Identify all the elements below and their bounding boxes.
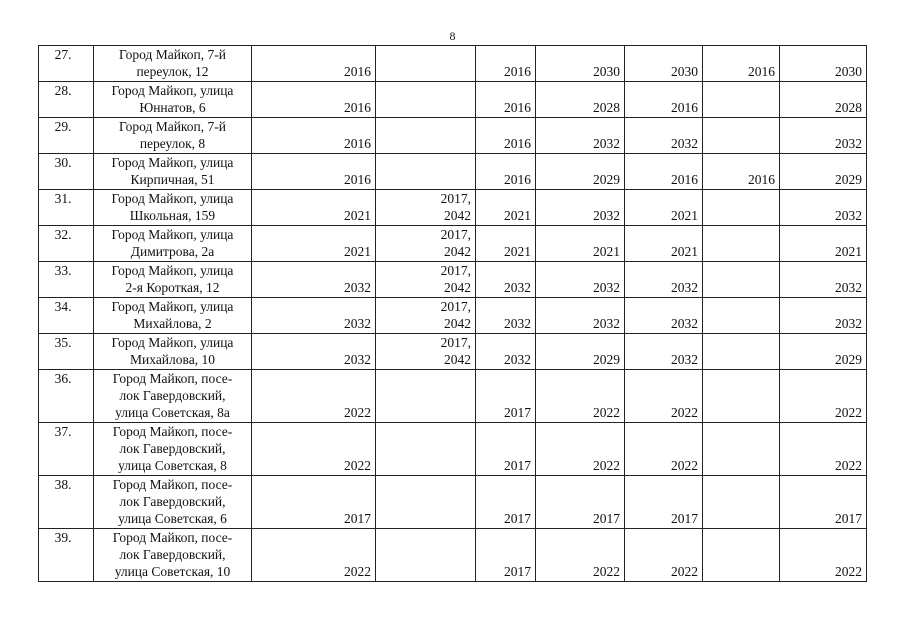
table-row bbox=[39, 298, 867, 334]
row-number: 33. bbox=[39, 262, 94, 298]
year-cell-col7: 2028 bbox=[780, 82, 867, 118]
year-cell-col7: 2022 bbox=[780, 529, 867, 582]
table-row bbox=[39, 334, 867, 370]
table-row bbox=[39, 370, 867, 423]
address-cell bbox=[94, 262, 252, 298]
address-cell bbox=[94, 154, 252, 190]
year-cell-col4: 2032 bbox=[536, 298, 625, 334]
year-cell-col1: 2016 bbox=[252, 46, 376, 82]
address-line: Город Майкоп, улица bbox=[111, 191, 234, 206]
table-row bbox=[39, 476, 867, 529]
address-line: переулок, 8 bbox=[139, 136, 206, 151]
year-cell-col7: 2029 bbox=[780, 154, 867, 190]
year-cell-col7: 2022 bbox=[780, 370, 867, 423]
year-cell-col7: 2021 bbox=[780, 226, 867, 262]
address-cell bbox=[94, 370, 252, 423]
address-line: улица Советская, 8 bbox=[118, 458, 227, 473]
address-line: Город Майкоп, посе- bbox=[112, 424, 233, 439]
housing-schedule-table bbox=[38, 45, 867, 582]
address-line: Город Майкоп, улица bbox=[111, 227, 234, 242]
year-cell-col6 bbox=[703, 118, 780, 154]
row-number: 34. bbox=[39, 298, 94, 334]
year-cell-col5: 2030 bbox=[625, 46, 703, 82]
year-cell-col6 bbox=[703, 529, 780, 582]
year-cell-col1: 2032 bbox=[252, 262, 376, 298]
year-cell-col1: 2016 bbox=[252, 154, 376, 190]
row-number: 31. bbox=[39, 190, 94, 226]
address-line: Школьная, 159 bbox=[129, 208, 216, 223]
year-cell-col6 bbox=[703, 226, 780, 262]
year-cell-col4: 2030 bbox=[536, 46, 625, 82]
address-line: Город Майкоп, улица bbox=[111, 155, 234, 170]
year-cell-col4: 2032 bbox=[536, 262, 625, 298]
address-line: Город Майкоп, улица bbox=[111, 263, 234, 278]
year-cell-col2: 2017, 2042 bbox=[376, 298, 476, 334]
address-line: Город Майкоп, улица bbox=[111, 335, 234, 350]
address-line: Город Майкоп, посе- bbox=[112, 530, 233, 545]
address-line: Город Майкоп, 7-й bbox=[118, 47, 226, 62]
row-number: 29. bbox=[39, 118, 94, 154]
year-cell-col3: 2016 bbox=[476, 118, 536, 154]
year-cell-col7: 2029 bbox=[780, 334, 867, 370]
year-cell-col4: 2032 bbox=[536, 190, 625, 226]
year-cell-col5: 2032 bbox=[625, 262, 703, 298]
address-line: лок Гавердовский, bbox=[119, 494, 226, 509]
table-row bbox=[39, 190, 867, 226]
year-cell-col1: 2016 bbox=[252, 82, 376, 118]
address-line: Город Майкоп, улица bbox=[111, 299, 234, 314]
year-cell-col5: 2021 bbox=[625, 190, 703, 226]
row-number: 35. bbox=[39, 334, 94, 370]
address-line: Михайлова, 10 bbox=[130, 352, 215, 367]
table-row bbox=[39, 82, 867, 118]
year-cell-col3: 2017 bbox=[476, 529, 536, 582]
year-cell-col7: 2032 bbox=[780, 118, 867, 154]
year-cell-col1: 2017 bbox=[252, 476, 376, 529]
year-cell-col3: 2032 bbox=[476, 262, 536, 298]
address-line: лок Гавердовский, bbox=[119, 441, 226, 456]
year-cell-col6 bbox=[703, 298, 780, 334]
year-cell-col6 bbox=[703, 334, 780, 370]
year-cell-col7: 2032 bbox=[780, 298, 867, 334]
year-cell-col1: 2022 bbox=[252, 423, 376, 476]
address-line: лок Гавердовский, bbox=[119, 388, 226, 403]
year-cell-col1: 2021 bbox=[252, 190, 376, 226]
address-cell bbox=[94, 82, 252, 118]
address-line: Михайлова, 2 bbox=[133, 316, 212, 331]
address-cell bbox=[94, 190, 252, 226]
year-cell-col7: 2032 bbox=[780, 262, 867, 298]
year-cell-col2: 2017, 2042 bbox=[376, 262, 476, 298]
address-line: улица Советская, 10 bbox=[114, 564, 231, 579]
row-number: 30. bbox=[39, 154, 94, 190]
year-cell-col2 bbox=[376, 82, 476, 118]
row-number: 39. bbox=[39, 529, 94, 582]
year-cell-col5: 2022 bbox=[625, 529, 703, 582]
year-cell-col5: 2017 bbox=[625, 476, 703, 529]
year-cell-col3: 2016 bbox=[476, 46, 536, 82]
year-cell-col2: 2017, 2042 bbox=[376, 226, 476, 262]
row-number: 27. bbox=[39, 46, 94, 82]
year-cell-col4: 2032 bbox=[536, 118, 625, 154]
address-cell bbox=[94, 298, 252, 334]
row-number: 36. bbox=[39, 370, 94, 423]
year-cell-col4: 2022 bbox=[536, 423, 625, 476]
row-number: 32. bbox=[39, 226, 94, 262]
year-cell-col3: 2021 bbox=[476, 226, 536, 262]
table-row bbox=[39, 262, 867, 298]
year-cell-col4: 2022 bbox=[536, 370, 625, 423]
year-cell-col2 bbox=[376, 370, 476, 423]
year-cell-col6 bbox=[703, 262, 780, 298]
address-line: Димитрова, 2а bbox=[130, 244, 215, 259]
year-cell-col5: 2032 bbox=[625, 298, 703, 334]
year-cell-col5: 2021 bbox=[625, 226, 703, 262]
address-line: переулок, 12 bbox=[136, 64, 209, 79]
year-cell-col1: 2016 bbox=[252, 118, 376, 154]
year-cell-col2 bbox=[376, 46, 476, 82]
table-row bbox=[39, 423, 867, 476]
year-cell-col5: 2022 bbox=[625, 423, 703, 476]
address-line: лок Гавердовский, bbox=[119, 547, 226, 562]
year-cell-col2: 2017, 2042 bbox=[376, 190, 476, 226]
table-row bbox=[39, 154, 867, 190]
year-cell-col2 bbox=[376, 118, 476, 154]
address-cell bbox=[94, 476, 252, 529]
year-cell-col3: 2021 bbox=[476, 190, 536, 226]
address-line: улица Советская, 8а bbox=[115, 405, 230, 420]
year-cell-col3: 2016 bbox=[476, 82, 536, 118]
year-cell-col2 bbox=[376, 154, 476, 190]
year-cell-col3: 2017 bbox=[476, 476, 536, 529]
row-number: 37. bbox=[39, 423, 94, 476]
year-cell-col3: 2032 bbox=[476, 298, 536, 334]
year-cell-col4: 2028 bbox=[536, 82, 625, 118]
year-cell-col7: 2030 bbox=[780, 46, 867, 82]
address-line: Юннатов, 6 bbox=[139, 100, 206, 115]
year-cell-col3: 2017 bbox=[476, 370, 536, 423]
address-line: Кирпичная, 51 bbox=[130, 172, 215, 187]
table-row bbox=[39, 529, 867, 582]
year-cell-col7: 2022 bbox=[780, 423, 867, 476]
year-cell-col4: 2029 bbox=[536, 154, 625, 190]
year-cell-col4: 2017 bbox=[536, 476, 625, 529]
year-cell-col2: 2017, 2042 bbox=[376, 334, 476, 370]
year-cell-col6 bbox=[703, 190, 780, 226]
year-cell-col5: 2022 bbox=[625, 370, 703, 423]
address-line: Город Майкоп, посе- bbox=[112, 477, 233, 492]
year-cell-col2 bbox=[376, 476, 476, 529]
address-cell bbox=[94, 423, 252, 476]
year-cell-col5: 2032 bbox=[625, 118, 703, 154]
address-line: Город Майкоп, посе- bbox=[112, 371, 233, 386]
year-cell-col4: 2029 bbox=[536, 334, 625, 370]
year-cell-col6: 2016 bbox=[703, 46, 780, 82]
year-cell-col3: 2017 bbox=[476, 423, 536, 476]
year-cell-col2 bbox=[376, 529, 476, 582]
year-cell-col1: 2021 bbox=[252, 226, 376, 262]
address-cell bbox=[94, 226, 252, 262]
year-cell-col6 bbox=[703, 82, 780, 118]
address-line: Город Майкоп, 7-й bbox=[118, 119, 226, 134]
table-row bbox=[39, 226, 867, 262]
year-cell-col1: 2022 bbox=[252, 370, 376, 423]
year-cell-col1: 2032 bbox=[252, 298, 376, 334]
year-cell-col6 bbox=[703, 423, 780, 476]
table-body bbox=[39, 46, 867, 582]
row-number: 38. bbox=[39, 476, 94, 529]
year-cell-col4: 2022 bbox=[536, 529, 625, 582]
year-cell-col1: 2022 bbox=[252, 529, 376, 582]
year-cell-col5: 2016 bbox=[625, 154, 703, 190]
year-cell-col5: 2016 bbox=[625, 82, 703, 118]
address-cell bbox=[94, 529, 252, 582]
address-line: улица Советская, 6 bbox=[118, 511, 227, 526]
year-cell-col6 bbox=[703, 370, 780, 423]
address-line: Город Майкоп, улица bbox=[111, 83, 234, 98]
year-cell-col6: 2016 bbox=[703, 154, 780, 190]
year-cell-col5: 2032 bbox=[625, 334, 703, 370]
table-row bbox=[39, 118, 867, 154]
row-number: 28. bbox=[39, 82, 94, 118]
year-cell-col2 bbox=[376, 423, 476, 476]
address-cell bbox=[94, 46, 252, 82]
year-cell-col6 bbox=[703, 476, 780, 529]
year-cell-col7: 2032 bbox=[780, 190, 867, 226]
address-line: 2-я Короткая, 12 bbox=[125, 280, 220, 295]
year-cell-col4: 2021 bbox=[536, 226, 625, 262]
year-cell-col7: 2017 bbox=[780, 476, 867, 529]
address-cell bbox=[94, 334, 252, 370]
table-row bbox=[39, 46, 867, 82]
year-cell-col1: 2032 bbox=[252, 334, 376, 370]
page-number: 8 bbox=[449, 29, 456, 43]
year-cell-col3: 2016 bbox=[476, 154, 536, 190]
address-cell bbox=[94, 118, 252, 154]
year-cell-col3: 2032 bbox=[476, 334, 536, 370]
